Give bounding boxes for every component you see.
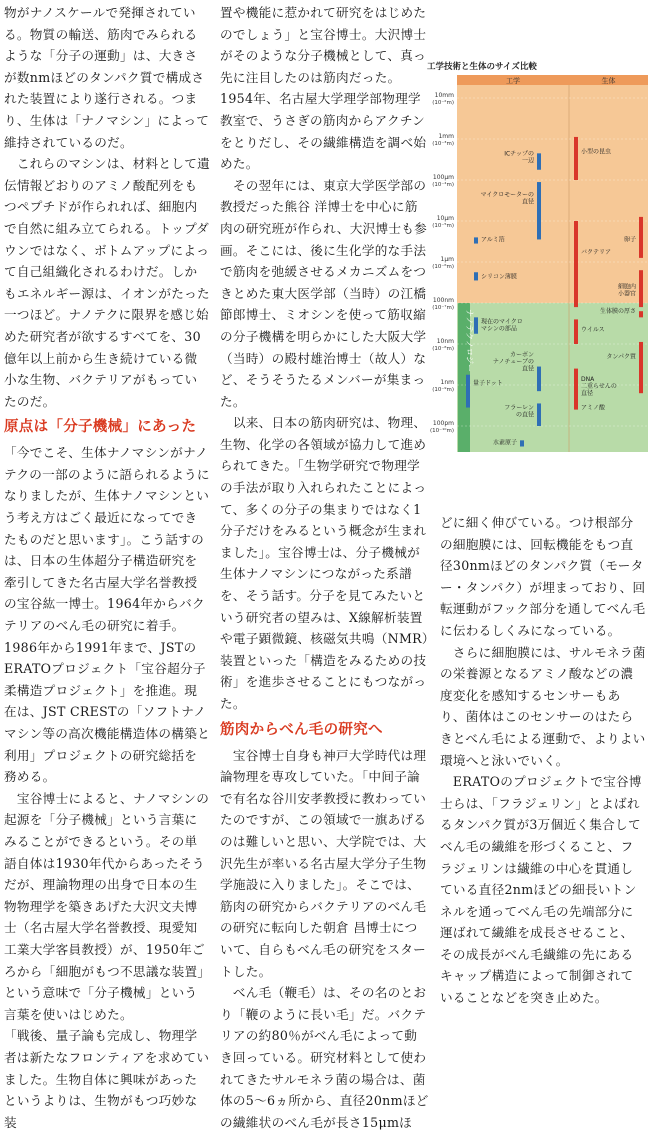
- paragraph: 宝谷博士によると、ナノマシンの起源を「分子機械」という言葉にみることができるという。その単語自体は1930年代からあったそうだが、理論物理の出身で日本の生物物理学を築きあげた大沢文夫博士（名古屋大学名誉教授、現愛知工業大学客員教授）が、1950年ごろから「細胞がもつ不思議な装置」という意味で「分子機械」という言葉を使いはじめた。: [4, 790, 210, 1022]
- figure-title: 工学技術と生体のサイズ比較: [427, 62, 537, 72]
- paragraph: 「戦後、量子論も完成し、物理学者は新たなフロンティアを求めていました。生物自体に興味があったというよりは、生物がもつ巧妙な装: [4, 1028, 210, 1130]
- engineering-label: 量子ドット: [473, 379, 503, 387]
- paragraph: 置や機能に惹かれて研究をはじめたのでしょう」と宝谷博士。大沢博士がそのような分子機械として、真っ先に注目したのは筋肉だった。1954年、名古屋大学理学部物理学教室で、うさぎの筋肉からアクチンをとりだし、その繊維構造を調べ始めた。: [220, 5, 427, 172]
- paragraph: 物がナノスケールで発揮されている。物質の輸送、筋肉でみられるような「分子の運動」は、大きさが数nmほどのタンパク質で構成された装置により遂行される。つまり、生体は「ナノマシン」によって維持されているのだ。: [4, 5, 210, 150]
- paragraph: 「今でこそ、生体ナノマシンがナノテクの一部のように語られるようになりましたが、生体ナノマシンという考え方はごく最近になってできたものだと思います」。こう話すのは、日本の生体超分子構造研究を牽引してきた名古屋大学名誉教授の宝谷紘一博士。1964年からバクテリアのべん毛の研究に着手。1986年から1991年まで、JSTのERATOプロジェクト「宝谷超分子柔構造プロジェクト」を推進。現在は、JST CRESTの「ソフトナノマシン等の高次機能構造体の構築と利用」プロジェクトの研究総括を務める。: [4, 445, 210, 785]
- paragraph: その翌年には、東京大学医学部の教授だった熊谷 洋博士を中心に筋肉の研究班が作られ、大沢博士も参画。そこには、後に生化学的な手法で筋肉を弛緩させるメカニズムをつきとめた東大医学部（当時）の江橋節郎博士、ミオシンを使って筋収縮の分子機構を明らかにした大阪大学（当時）の殿村雄治博士（故人）など、そうそうたるメンバーが集まった。: [220, 177, 428, 409]
- scale-tick-label: 10nm: [436, 338, 454, 345]
- biology-bar: [574, 369, 578, 402]
- scale-tick-exponent: (10⁻⁸m): [432, 346, 454, 352]
- nanotech-label: ナノテクノロジー: [465, 309, 474, 372]
- paragraph: 以来、日本の筋肉研究は、物理、生物、化学の各領域が協力して進められてきた。「生物学研究で物理学の手法が取り入れられたことによって、多くの分子の集まりではなく1分子だけをみるという概念が生まれました」。宝谷博士は、分子機械が生体ナノマシンにつながった系譜を、そう話す。分子を見てみたいという研究者の望みは、X線解析装置や電子顕微鏡、核磁気共鳴（NMR）装置といった「構造をみるための技術」を進歩させることにもつながった。: [220, 415, 429, 711]
- engineering-label: 水素原子: [492, 439, 517, 447]
- scale-tick-exponent: (10⁻⁴m): [432, 182, 454, 188]
- scale-tick-exponent: (10⁻⁷m): [432, 305, 454, 311]
- biology-bar: [639, 217, 643, 258]
- biology-bar: [639, 270, 643, 307]
- biology-label: DNA 二重らせんの直径: [581, 375, 617, 397]
- biology-bar: [639, 342, 643, 393]
- section-heading: 原点は「分子機械」にあった: [4, 419, 197, 436]
- scale-tick-exponent: (10⁻²m): [432, 100, 454, 106]
- engineering-label: ICチップの一辺: [504, 150, 534, 165]
- scale-tick-exponent: (10⁻⁵m): [432, 223, 454, 229]
- size-comparison-figure: [424, 60, 648, 452]
- scale-tick-label: 100pm: [432, 420, 454, 427]
- engineering-bar: [474, 317, 478, 333]
- engineering-label: シリコン薄膜: [481, 273, 517, 281]
- scale-tick-exponent: (10⁻¹⁰m): [430, 428, 454, 434]
- paragraph: べん毛（鞭毛）は、その名のとおり「鞭のように長い毛」だ。バクテリアの約80％がべん毛によって動き回っている。研究材料として使われてきたサルモネラ菌の場合は、菌体の5～6ヵ所から、直径20nmほどの繊維状のべん毛が長さ15μmほ: [220, 985, 429, 1130]
- biology-label: 生体膜の厚さ: [599, 308, 636, 316]
- engineering-bar: [474, 272, 478, 280]
- section-heading: 筋肉からべん毛の研究へ: [220, 721, 383, 738]
- engineering-bar: [520, 440, 524, 446]
- biology-bar: [574, 399, 578, 409]
- scale-tick-label: 10µm: [436, 215, 454, 222]
- biology-label: アミノ酸: [581, 404, 606, 412]
- paragraph: ERATOのプロジェクトで宝谷博士らは、「フラジェリン」とよばれるタンパク質が3万個近く集合してべん毛の繊維を形づくること、フラジェリンは繊維の中心を貫通している直径2nmほどの細長いトンネルを通ってべん毛の先端部分に運ばれて繊維を成長させること、その成長がべん毛繊維の先にあるキャップ構造によって制御されていることなどを突き止めた。: [440, 774, 642, 1006]
- engineering-label: 現在のマイクロマシンの部品: [481, 318, 523, 333]
- scale-tick-label: 10mm: [434, 92, 454, 99]
- article-column-1: [4, 2, 210, 1133]
- header-biology: 生体: [601, 77, 616, 85]
- biology-label: タンパク質: [606, 353, 636, 361]
- scale-tick-exponent: (10⁻⁹m): [432, 387, 454, 393]
- article-column-3: [440, 512, 646, 1009]
- article-column-2: [220, 2, 430, 1133]
- paragraph: さらに細胞膜には、サルモネラ菌の栄養源となるアミノ酸などの濃度変化を感知するセンサーもあり、菌体はこのセンサーのはたらきとべん毛による運動で、よりよい環境へと泳いでいく。: [440, 644, 646, 768]
- header-engineering: 工学: [506, 77, 520, 85]
- biology-label: 卵子: [623, 236, 636, 244]
- scale-tick-label: 1µm: [440, 256, 454, 263]
- biology-bar: [574, 221, 578, 307]
- engineering-bar: [537, 182, 541, 239]
- scale-tick-label: 1nm: [440, 379, 454, 386]
- biology-bar: [574, 319, 578, 344]
- upper-band: [457, 75, 648, 303]
- paragraph: どに細く伸びている。つけ根部分の細胞膜には、回転機能をもつ直径30nmほどのタンパク質（モーター・タンパク）が埋まっており、回転運動がフック部分を通してべん毛に伝わるしくみになっている。: [440, 515, 646, 638]
- engineering-label: カーボンナノチューブの直径: [492, 351, 534, 373]
- biology-bar: [639, 311, 643, 317]
- engineering-bar: [537, 153, 541, 169]
- engineering-label: フラーレンの直径: [504, 404, 534, 419]
- scale-tick-label: 100µm: [432, 174, 454, 181]
- paragraph: これらのマシンは、材料として遺伝情報どおりのアミノ酸配列をもつペプチドが作られれば、細胞内で自然に組み立てられる。トップダウンではなく、ボトムアップによって自己組織化されるわけだ。しかもエネルギー源は、イオンがたった一つほど。ナノテクに限界を感じ始めた研究者が欲するすべてを、30億年以上前から生き続けている微小な生物、バクテリアがもっていたのだ。: [4, 156, 210, 409]
- scale-tick-label: 1mm: [438, 133, 454, 140]
- paragraph: 宝谷博士自身も神戸大学時代は理論物理を専攻していた。「中间子論で有名な谷川安孝教授に教わっていたのですが、この領域で一旗あげるのは難しいと思い、大学院では、大沢先生が率いる名古屋大学分子生物学施設に入りました」。そこでは、筋肉の研究からバクテリアのべん毛の研究に転向した朝倉 昌博士について、自らもべん毛の研究をスタートした。: [220, 747, 427, 979]
- biology-label: バクテリア: [581, 248, 612, 256]
- scale-tick-label: 100nm: [432, 297, 454, 304]
- engineering-bar: [466, 375, 470, 408]
- scale-tick-exponent: (10⁻³m): [432, 141, 454, 147]
- biology-label: 小型の昆虫: [581, 148, 612, 156]
- engineering-bar: [474, 237, 478, 243]
- biology-label: 細胞内小器官: [617, 283, 636, 298]
- scale-tick-exponent: (10⁻⁶m): [432, 264, 454, 270]
- engineering-bar: [537, 367, 541, 392]
- engineering-label: アルミ箔: [481, 236, 505, 244]
- biology-label: ウイルス: [581, 326, 605, 334]
- size-comparison-svg: [424, 60, 648, 452]
- biology-bar: [574, 137, 578, 180]
- engineering-label: マイクロモーターの直径: [480, 191, 534, 206]
- engineering-bar: [537, 403, 541, 426]
